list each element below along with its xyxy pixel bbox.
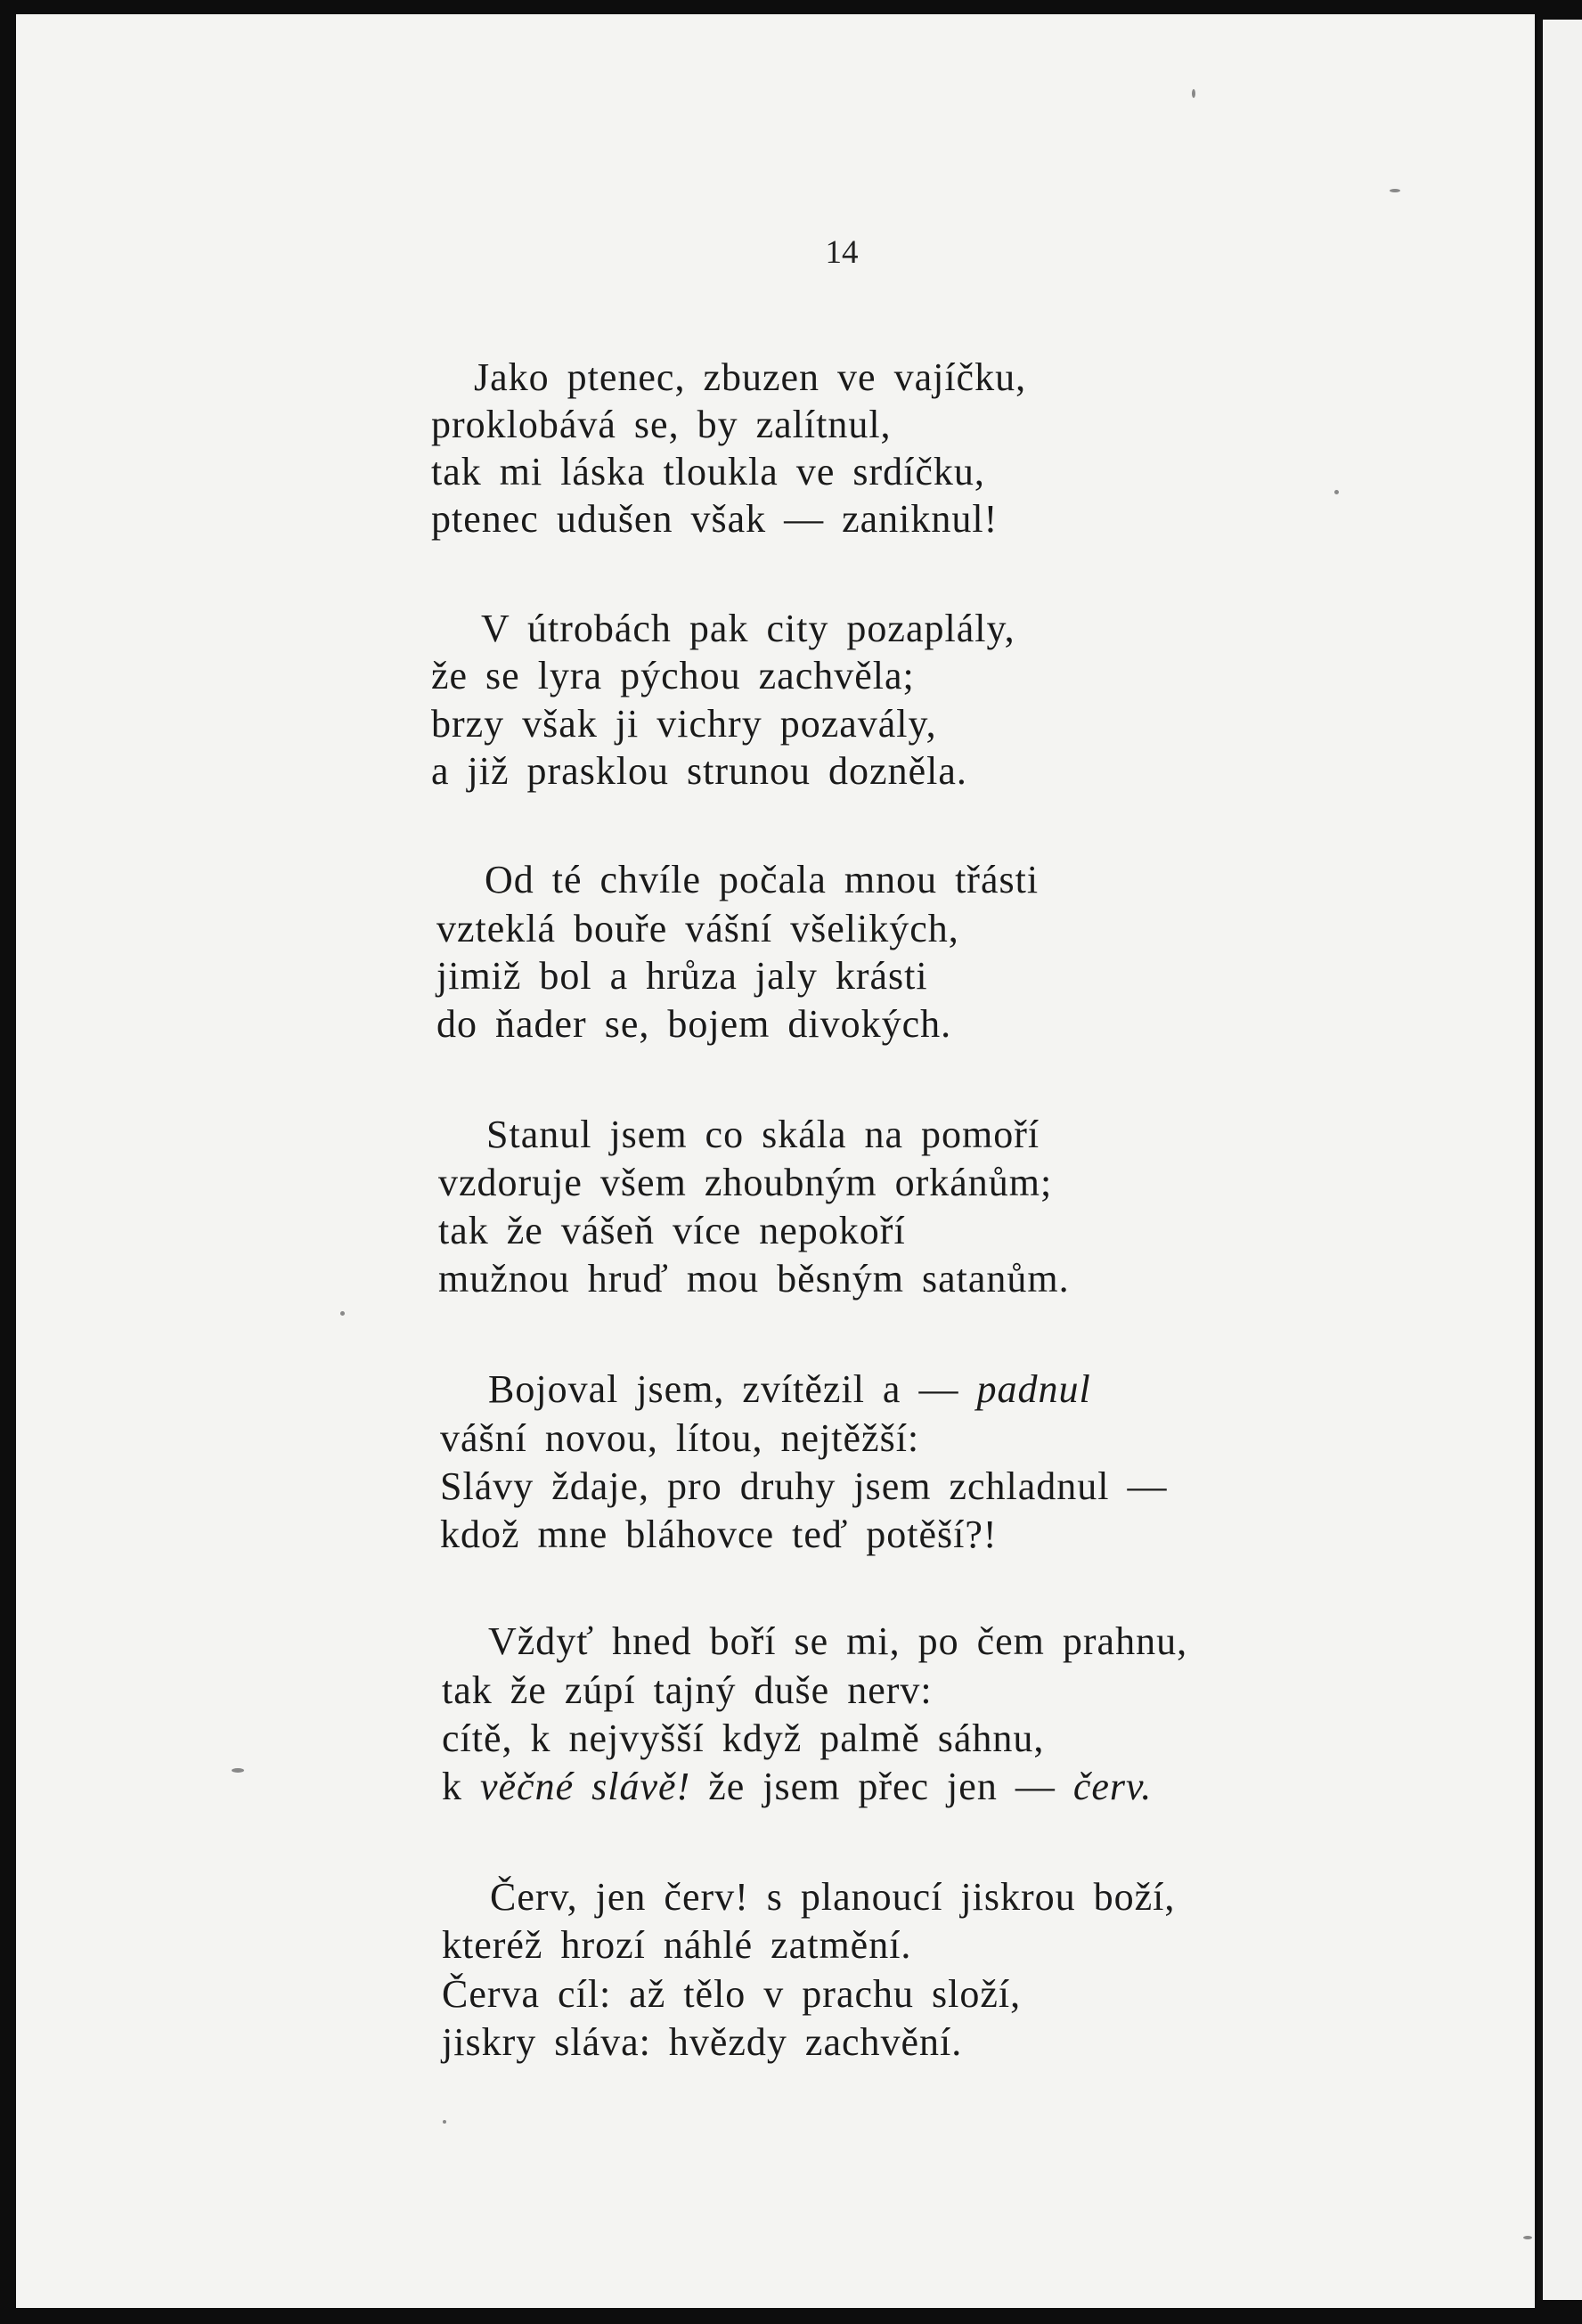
- stanza-3-line-4: do ňader se, bojem divokých.: [436, 1002, 952, 1046]
- stanza-1-line-4: ptenec udušen však — zaniknul!: [431, 497, 999, 541]
- stanza-4-line-1: Stanul jsem co skála na pomoří: [486, 1113, 1040, 1156]
- stanza-5-line-4: kdož mne bláhovce teď potěší?!: [440, 1513, 998, 1556]
- scan-speck: [1192, 89, 1195, 98]
- stanza-3-line-2: vzteklá bouře vášní všelikých,: [436, 907, 959, 950]
- stanza-2-line-4: a již prasklou strunou dozněla.: [431, 749, 967, 793]
- stanza-5-line-3: Slávy ždaje, pro druhy jsem zchladnul —: [440, 1464, 1168, 1508]
- scan-speck: [340, 1311, 345, 1316]
- scan-speck: [232, 1768, 244, 1773]
- page-number: 14: [825, 234, 859, 271]
- scan-speck: [443, 2120, 446, 2124]
- stanza-4-line-4: mužnou hruď mou běsným satanům.: [438, 1257, 1070, 1301]
- stanza-3-line-3: jimiž bol a hrůza jaly krásti: [436, 954, 928, 998]
- stanza-7-line-2: kteréž hrozí náhlé zatmění.: [442, 1923, 912, 1967]
- stanza-2-line-1: V útrobách pak city pozaplály,: [481, 607, 1015, 650]
- stanza-7-line-4: jiskry sláva: hvězdy zachvění.: [442, 2020, 963, 2064]
- stanza-7-line-3: Červa cíl: až tělo v prachu složí,: [442, 1972, 1022, 2016]
- stanza-6-line-3: cítě, k nejvyšší když palmě sáhnu,: [442, 1716, 1045, 1760]
- stanza-5-line-1: Bojoval jsem, zvítězil a — padnul: [488, 1367, 1091, 1411]
- stanza-1-line-2: proklobává se, by zalítnul,: [431, 403, 892, 446]
- stanza-6-line-2: tak že zúpí tajný duše nerv:: [442, 1668, 933, 1712]
- stanza-3-line-1: Od té chvíle počala mnou třásti: [485, 858, 1040, 901]
- scan-speck: [1523, 2236, 1532, 2239]
- stanza-4-line-2: vzdoruje všem zhoubným orkánům;: [438, 1161, 1053, 1204]
- stanza-2-line-3: brzy však ji vichry pozavály,: [431, 702, 937, 746]
- stanza-1-line-1: Jako ptenec, zbuzen ve vajíčku,: [474, 355, 1027, 399]
- scan-speck: [1390, 189, 1400, 192]
- stanza-7-line-1: Červ, jen červ! s planoucí jiskrou boží,: [490, 1875, 1176, 1919]
- scan-speck: [1334, 490, 1339, 494]
- stanza-2-line-2: že se lyra pýchou zachvěla;: [431, 654, 915, 697]
- stanza-6-line-1: Vždyť hned boří se mi, po čem prahnu,: [488, 1619, 1188, 1663]
- stanza-4-line-3: tak že vášeň více nepokoří: [438, 1209, 906, 1252]
- stanza-6-line-4: k věčné slávě! že jsem přec jen — červ.: [442, 1765, 1153, 1808]
- stanza-5-line-2: vášní novou, lítou, nejtěžší:: [440, 1416, 920, 1460]
- stanza-1-line-3: tak mi láska tloukla ve srdíčku,: [431, 450, 985, 493]
